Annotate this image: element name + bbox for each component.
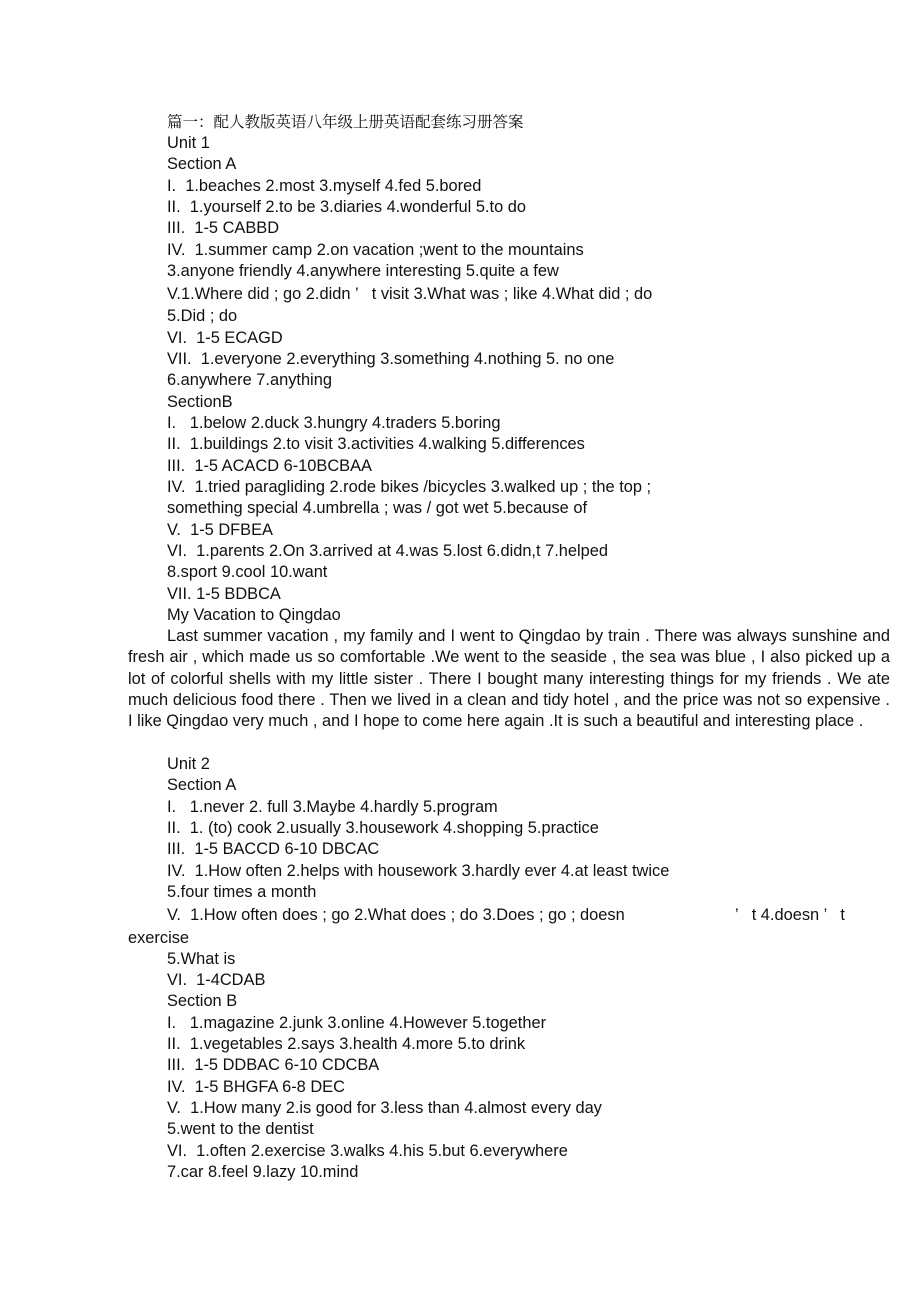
answer-line: 8.sport 9.cool 10.want [167,563,328,581]
answer-line: III. 1-5 ACACD 6-10BCBAA [167,457,372,475]
answer-line: V.1.Where did ; go 2.didn ’ t visit 3.What was ; like 4.What did ; do [167,285,653,303]
unit-heading: Unit 2 [167,755,210,773]
answer-line: I. 1.below 2.duck 3.hungry 4.traders 5.boring [167,414,501,432]
answer-line: 7.car 8.feel 9.lazy 10.mind [167,1163,359,1181]
answer-line: V. 1.How many 2.is good for 3.less than 4.almost every day [167,1099,602,1117]
answer-line-wrap: exercise [128,929,190,947]
answer-line: 5.went to the dentist [167,1120,314,1138]
unit-heading: Unit 1 [167,134,210,152]
answer-line: II. 1.yourself 2.to be 3.diaries 4.wonderful 5.to do [167,198,526,216]
answer-line: I. 1.never 2. full 3.Maybe 4.hardly 5.program [167,798,498,816]
answer-line: III. 1-5 BACCD 6-10 DBCAC [167,840,380,858]
answer-line: 5.Did ; do [167,307,238,325]
section-heading: Section B [167,992,238,1010]
section-heading: Section A [167,776,237,794]
answer-line: I. 1.magazine 2.junk 3.online 4.However 5.together [167,1014,547,1032]
answer-line: II. 1. (to) cook 2.usually 3.housework 4.shopping 5.practice [167,819,599,837]
essay-title: My Vacation to Qingdao [167,606,341,624]
answer-line: II. 1.buildings 2.to visit 3.activities 4.walking 5.differences [167,435,585,453]
answer-line: VI. 1.often 2.exercise 3.walks 4.his 5.but 6.everywhere [167,1142,568,1160]
answer-line: VII. 1-5 BDBCA [167,585,281,603]
answer-line: IV. 1.tried paragliding 2.rode bikes /bicycles 3.walked up ; the top ; [167,478,652,496]
answer-line: IV. 1-5 BHGFA 6-8 DEC [167,1078,345,1096]
answer-line: VI. 1-5 ECAGD [167,329,283,347]
answer-line-continued: ’ t 4.doesn ’ t [735,906,845,924]
answer-line: IV. 1.summer camp 2.on vacation ;went to the mountains [167,241,584,259]
answer-line: 5.What is [167,950,236,968]
answer-line: IV. 1.How often 2.helps with housework 3.hardly ever 4.at least twice [167,862,670,880]
answer-line: II. 1.vegetables 2.says 3.health 4.more 5.to drink [167,1035,526,1053]
answer-line: something special 4.umbrella ; was / got wet 5.because of [167,499,588,517]
document-title: 篇一：配人教版英语八年级上册英语配套练习册答案 [167,113,524,131]
answer-line: III. 1-5 CABBD [167,219,280,237]
answer-line: VI. 1-4CDAB [167,971,266,989]
section-heading: Section A [167,155,237,173]
answer-line: I. 1.beaches 2.most 3.myself 4.fed 5.bored [167,177,482,195]
answer-line: 3.anyone friendly 4.anywhere interesting 5.quite a few [167,262,559,280]
section-heading: SectionB [167,393,233,411]
answer-line: V. 1-5 DFBEA [167,521,273,539]
answer-line: VII. 1.everyone 2.everything 3.something 4.nothing 5. no one [167,350,615,368]
answer-line: VI. 1.parents 2.On 3.arrived at 4.was 5.lost 6.didn,t 7.helped [167,542,608,560]
answer-line: 5.four times a month [167,883,317,901]
answer-line: III. 1-5 DDBAC 6-10 CDCBA [167,1056,380,1074]
essay-body: Last summer vacation , my family and I went to Qingdao by train . There was always sunshine and fresh air , which made us so comfortable .We went to the seaside , the sea was blue , I also picked up a lot of colorful shells with my little sister . There I bought many interesting things for my friends . We ate much delicious food there . Then we lived in a clean and tidy hotel , and the price was not so expensive . I like Qingdao very much , and I hope to come here again .It is such a beautiful and interesting place . [128,627,890,731]
answer-line: 6.anywhere 7.anything [167,371,332,389]
answer-line: V. 1.How often does ; go 2.What does ; do 3.Does ; go ; doesn [167,906,625,924]
